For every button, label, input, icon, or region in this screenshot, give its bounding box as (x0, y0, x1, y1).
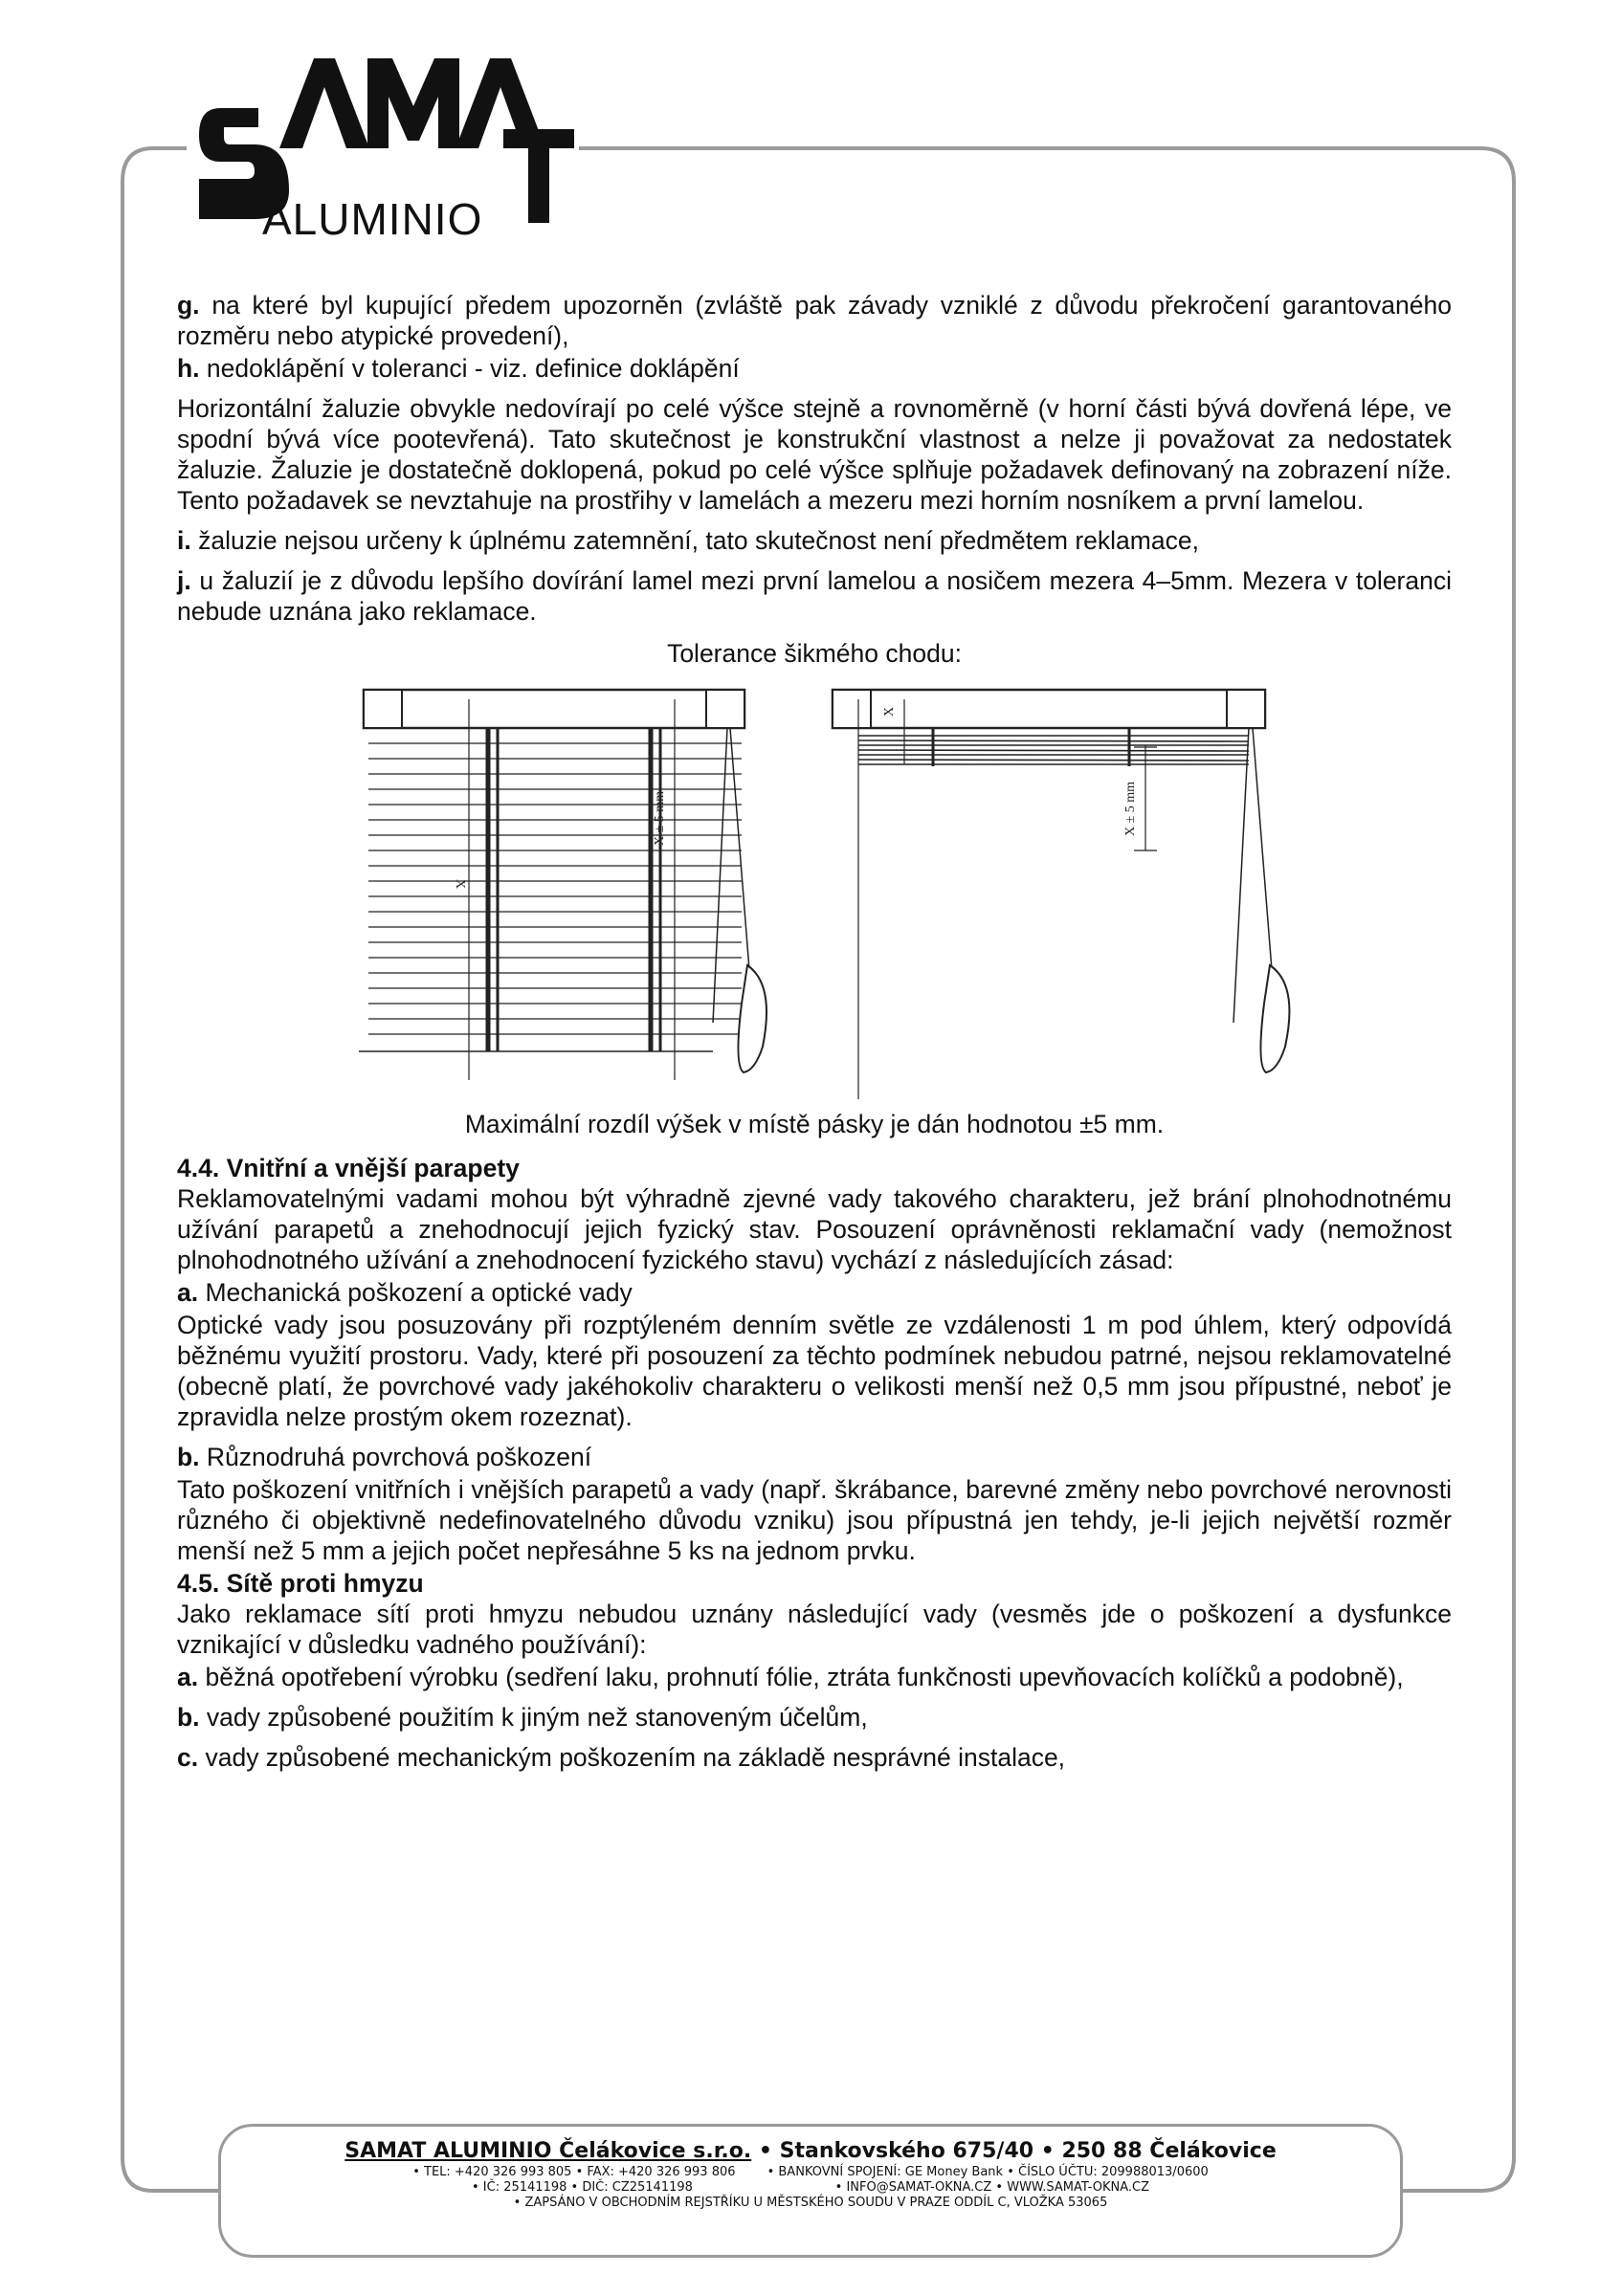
item-i (177, 525, 1452, 556)
item-j (177, 565, 1452, 627)
section-4-5-item-b (177, 1702, 1452, 1733)
item-label: h. (177, 354, 200, 383)
figure-caption: Maximální rozdíl výšek v místě pásky je dán hodnotou ±5 mm. (464, 1110, 1165, 1138)
footer-box (218, 2124, 1403, 2258)
item-g (177, 290, 1452, 351)
footer-contact-line: • TEL: +420 326 993 805 • FAX: +420 326 993 806 • BANKOVNÍ SPOJENÍ: GE Money Bank • ČÍSLO ÚČTU: 209988013/0600 (412, 2165, 1209, 2179)
paragraph-horizontal-blinds: Horizontální žaluzie obvykle nedovírají po celé výšce stejně a rovnoměrně (v horní části bývá dovřená lépe, ve spodní bývá více pootevřená). Tato skutečnost je konstrukční vlastnost a nelze ji považovat za nedostatek žaluzie. Žaluzie je dostatečně doklopená, pokud po celé výšce splňuje požadavek definovaný na zobrazení níže. Tento požadavek se nevztahuje na prostřihy v lamelách a mezeru mezi horním nosníkem a první lamelou. (177, 394, 1452, 515)
blind-tolerance-figure (177, 678, 1452, 1099)
section-heading-4-5: 4.5. Sítě proti hmyzu (177, 1569, 424, 1598)
item-label: j. (177, 566, 191, 595)
item-text: Různodruhá povrchová poškození (199, 1443, 592, 1471)
item-text: vady způsobené použitím k jiným než stanoveným účelům, (199, 1703, 868, 1732)
section-4-4-b-text: Tato poškození vnitřních i vnějších parapetů a vady (např. škrábance, barevné změny nebo povrchové nerovnosti různého či objektivně nedefinovatelného důvodu vzniku) jsou přípustná jen tehdy, je-li jejich největší rozměr menší než 5 mm a jejich počet nepřesáhne 5 ks na jednom prvku. (177, 1475, 1452, 1565)
footer-company-name: SAMAT ALUMINIO Čelákovice s.r.o. (344, 2139, 752, 2163)
section-4-4-b-title (177, 1442, 1452, 1472)
item-text: vady způsobené mechanickým poškozením na základě nesprávné instalace, (198, 1743, 1066, 1772)
section-4-5-intro: Jako reklamace sítí proti hmyzu nebudou uznány následující vady (vesměs jde o poškození a dysfunkce vznikající v důsledku vadného používání): (177, 1600, 1452, 1659)
item-label: i. (177, 526, 191, 555)
blind-slat (858, 750, 1249, 751)
item-label: c. (177, 1743, 199, 1772)
section-4-5-item-c (177, 1742, 1452, 1773)
dim-label-x-raised: X (882, 706, 897, 717)
logo-subtitle: ALUMINIO (262, 194, 483, 244)
section-heading-4-4: 4.4. Vnitřní a vnější parapety (177, 1154, 520, 1182)
item-label: b. (177, 1703, 200, 1732)
blind-tolerance-drawing (177, 678, 1452, 1099)
dim-label-x-tolerance: X ± 5 mm (653, 790, 667, 846)
item-label: a. (177, 1278, 199, 1307)
item-label: a. (177, 1663, 199, 1691)
section-4-4-a-title (177, 1277, 1452, 1308)
document-body (177, 290, 1452, 1782)
section-4-4-a-text: Optické vady jsou posuzovány při rozptýleném denním světle ze vzdálenosti 1 m pod úhlem, který odpovídá běžnému využití prostoru. Vady, které při posouzení za těchto podmínek nebudou patrné, nejsou reklamovatelné (obecně platí, že povrchové vady jakéhokoliv charakteru o velikosti menší než 0,5 mm jsou přípustné, neboť je zpravidla nelze prostým okem rozeznat). (177, 1311, 1452, 1431)
item-text: žaluzie nejsou určeny k úplnému zatemnění, tato skutečnost není předmětem reklamace, (190, 526, 1199, 555)
item-label: b. (177, 1443, 200, 1471)
item-text: nedoklápění v toleranci - viz. definice doklápění (199, 354, 740, 383)
dim-label-x: X (453, 879, 467, 890)
company-logo (191, 53, 574, 244)
footer-address: • Stankovského 675/40 • 250 88 Čelákovice (751, 2139, 1277, 2163)
blind-raised-view (833, 690, 1289, 1099)
item-text: na které byl kupující předem upozorněn (zvláště pak závady vzniklé z důvodu překročení garantovaného rozměru nebo atypické provedení), (177, 291, 1452, 350)
figure-title: Tolerance šikmého chodu: (667, 639, 962, 668)
blind-slat (858, 740, 1249, 741)
item-label: g. (177, 291, 200, 320)
item-text: běžná opotřebení výrobku (sedření laku, prohnutí fólie, ztráta funkčnosti upevňovacích kolíčků a podobně), (198, 1663, 1404, 1691)
dim-label-x-tolerance-raised: X ± 5 mm (1123, 781, 1138, 836)
section-4-4-intro: Reklamovatelnými vadami mohou být výhradně zjevné vady takového charakteru, jež brání plnohodnotnému užívání parapetů a znehodnocují jejich fyzický stav. Posouzení oprávněnosti reklamační vady (nemožnost plnohodnotného užívání a znehodnocení fyzického stavu) vychází z následujících zásad: (177, 1184, 1452, 1274)
section-4-5-item-a (177, 1662, 1452, 1692)
item-h (177, 353, 1452, 384)
footer-company-line (221, 2138, 1400, 2165)
footer-register-line: • ZAPSÁNO V OBCHODNÍM REJSTŘÍKU U MĚSTSKÉHO SOUDU V PRAZE ODDÍL C, VLOŽKA 53065 (513, 2196, 1108, 2210)
blind-front-view (359, 690, 767, 1080)
blind-slat (858, 760, 1249, 761)
item-text: u žaluzií je z důvodu lepšího dovírání lamel mezi první lamelou a nosičem mezera 4–5mm. Mezera v toleranci nebude uznána jako reklamace. (177, 566, 1452, 626)
item-text: Mechanická poškození a optické vady (198, 1278, 633, 1307)
footer-ids-line: • IČ: 25141198 • DIČ: CZ25141198 • INFO@SAMAT-OKNA.CZ • WWW.SAMAT-OKNA.CZ (472, 2180, 1149, 2195)
